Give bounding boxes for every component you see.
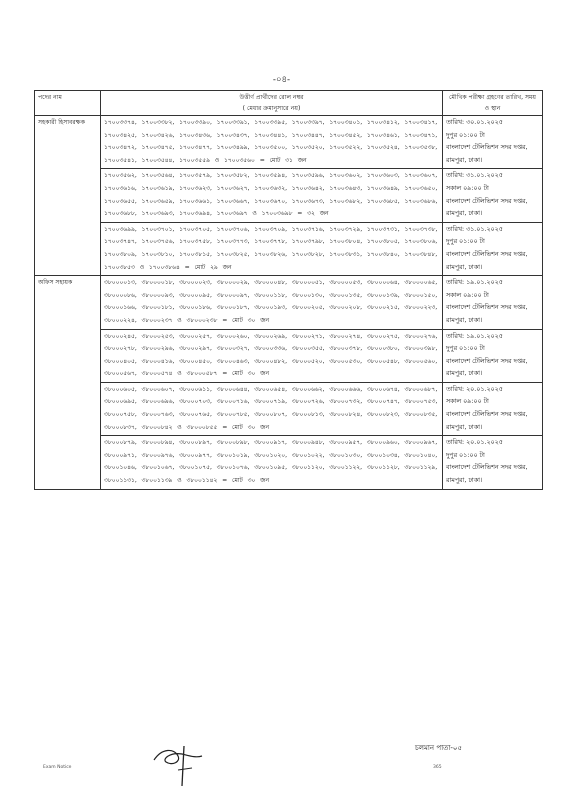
roll-list-cell: ১৭০০৩৩৭৪, ১৭০০৩৩৮২, ১৭০০৩৩৯০, ১৭০০৩৩৯১, ১৭০০৩৩৯৫, ১৭০০৩৩৯৭, ১৭০০৩৪০১, ১৭০০৩৪১২, ১৭০০৩৪১৭, ১৭০০৩৪২৫, ১৭০০৩৪২৬, ১৭০০৩৪৩৬, ১৭০০৩৪৩৭, ১৭০০৩৪৪১, ১৭০০৩৪৪৭, ১৭০০৩৪৫২, ১৭০০৩৪৬১, ১৭০০৩৪৭১, ১৭০০৩৪৭২, ১৭০০৩৪৭৫, ১৭০০৩৪৭৭, ১৭০০৩৪৯৯, ১৭০০৩৫০০, ১৭০০৩৫২০, ১৭০০৩৫২২, ১৭০০৩৫২৪, ১৭০০৩৫৩৮, ১৭০০৩৫৪১, ১৭০০৩৫৪৪, ১৭০০৩৫৫৯ ও ১৭০০৩৫৬০ = মোট ৩১ জন [101,116,443,169]
table-row [35,222,543,275]
schedule-cell [443,116,543,169]
post-name-cell: সহকারী হিসাবরক্ষক [35,116,101,276]
continued-page-note: চলমান পাতা-০৫ [415,744,462,752]
roll-list-cell: ১৭০০৩৬৯৯, ১৭০০৩৭০১, ১৭০০৩৭০৫, ১৭০০৩৭০৬, ১৭০০৩৭০৯, ১৭০০৩৭১৬, ১৭০০৩৭২৯, ১৭০০৩৭৩১, ১৭০০৩৭৩৮, ১৭০০৩৭৪৭, ১৭০০৩৭৫৬, ১৭০০৩৭৫৮, ১৭০০৩৭৭৩, ১৭০০৩৭৭৮, ১৭০০৩৭৯৮, ১৭০০৩৮০৪, ১৭০০৩৮০৫, ১৭০০৩৮০৬, ১৭০০৩৮০৯, ১৭০০৩৮১০, ১৭০০৩৮১৫, ১৭০০৩৮২৫, ১৭০০৩৮২৬, ১৭০০৩৮২৮, ১৭০০৩৮৩১, ১৭০০৩৮৪০, ১৭০০৩৮৪৮, ১৭০০৩৮৫৩ ও ১৭০০৩৮৬৪ = মোট ২৯ জন [101,222,443,275]
roll-list-cell: ৩৮০০০৮৭৯, ৩৮০০০৮৯৪, ৩৮০০০৮৯৭, ৩৮০০০৮৯৮, ৩৮০০০৯১৭, ৩৮০০০৯৪৮, ৩৮০০০৯৫৭, ৩৮০০০৯৬০, ৩৮০০০৯৬৭, ৩৮০০০৯৭১, ৩৮০০০৯৭৬, ৩৮০০০৯৭৭, ৩৮০০১০১৯, ৩৮০০১০২০, ৩৮০০১০২২, ৩৮০০১০৩০, ৩৮০০১০৩৪, ৩৮০০১০৪০, ৩৮০০১০৪৬, ৩৮০০১০৬৭, ৩৮০০১০৭৫, ৩৮০০১০৭৬, ৩৮০০১০৯৫, ৩৮০০১১২০, ৩৮০০১১২২, ৩৮০০১১২৮, ৩৮০০১১২৯, ৩৮০০১১৩১, ৩৮০০১১৩৯ ও ৩৮০০১১৪২ = মোট ৩০ জন [101,436,443,489]
header-row [35,91,543,116]
interview-date: তারিখ: ৩০.০১.২০২৫ [446,119,503,126]
interview-time: সকাল ০৯:০০ টা [446,398,489,406]
interview-date: তারিখ: ৩১.০১.২০২৫ [446,172,503,180]
post-name-cell: অফিস সহায়ক [35,276,101,490]
interview-date: তারিখ: ১৯.০১.২০২৫ [446,279,503,287]
interview-date: তারিখ: ২০.০১.২০২৫ [446,385,503,393]
interview-venue: বাংলাদেশ টেলিভিশন সদর দপ্তর, রামপুরা, ঢাকা। [446,357,528,378]
table-row [35,116,543,169]
header-post-name: পদের নাম [35,91,101,116]
header-roll-numbers [101,91,443,116]
schedule-cell [443,329,543,382]
interview-venue: বাংলাদেশ টেলিভিশন সদর দপ্তর, রামপুরা, ঢাকা। [446,197,528,218]
header-roll-title: উত্তীর্ণ প্রার্থীদের রোল নম্বর [239,94,304,101]
roll-list-cell: ৩৮০০০৬০৫, ৩৮০০০৬০৭, ৩৮০০০৬১১, ৩৮০০০৬৪৪, ৩৮০০০৬৫৪, ৩৮০০০৬৬২, ৩৮০০০৬৬৬, ৩৮০০০৬৭৪, ৩৮০০০৬৮৭, ৩৮০০০৬৯৫, ৩৮০০০৬৯৬, ৩৮০০০৭০৩, ৩৮০০০৭১৬, ৩৮০০০৭১৯, ৩৮০০০৭২৬, ৩৮০০০৭৩২, ৩৮০০০৭৪৭, ৩৮০০০৭৫৩, ৩৮০০০৭৫৮, ৩৮০০০৭৬৩, ৩৮০০০৭৬৫, ৩৮০০০৭৮৫, ৩৮০০০৮০৭, ৩৮০০০৮১৩, ৩৮০০০৮২৪, ৩৮০০০৮২৩, ৩৮০০০৮৩৫, ৩৮০০০৮৩৭, ৩৮০০০৮৪২ ও ৩৮০০০৮৫৫ = মোট ৩০ জন [101,382,443,435]
header-roll-subtitle: ( মেধার ক্রমানুসারে নয়) [242,105,301,112]
schedule-cell [443,382,543,435]
roll-list-cell: ৩৮০০০০১৩, ৩৮০০০০১৮, ৩৮০০০০২৩, ৩৮০০০০২৯, ৩৮০০০০৪৮, ৩৮০০০০৫১, ৩৮০০০০৫৩, ৩৮০০০০৬৪, ৩৮০০০০৬৫, ৩৮০০০০৮৬, ৩৮০০০০৯৩, ৩৮০০০০৯৫, ৩৮০০০০৯৭, ৩৮০০০১১৮, ৩৮০০০১৩০, ৩৮০০০১৩৫, ৩৮০০০১৩৯, ৩৮০০০১৫০, ৩৮০০০১৬৬, ৩৮০০০১৮১, ৩৮০০০১৮৬, ৩৮০০০১৮৭, ৩৮০০০১৯৩, ৩৮০০০২০৫, ৩৮০০০২০৮, ৩৮০০০২১৫, ৩৮০০০২২৩, ৩৮০০০২২৪, ৩৮০০০২৩৭ ও ৩৮০০০২৩৮ = মোট ৩০ জন [101,276,443,329]
table-row [35,382,543,435]
interview-venue: বাংলাদেশ টেলিভিশন সদর দপ্তর, রামপুরা, ঢাকা। [446,144,528,164]
table-row [35,436,543,489]
schedule-cell [443,222,543,275]
interview-venue: বাংলাদেশ টেলিভিশন সদর দপ্তর, রামপুরা, ঢাকা। [446,304,528,324]
interview-time: দুপুর ০১:০০ টা [446,238,485,246]
page-number: -০৪- [272,75,291,85]
interview-time: সকাল ০৯:০০ টা [446,291,489,299]
interview-time: দুপুর ০১:০০ টা [446,345,485,353]
interview-date: তারিখ: ৩১.০১.২০২৫ [446,225,503,233]
roll-list-cell: ১৭০০৩৫৬২, ১৭০০৩৫৬৪, ১৭০০৩৫৭৯, ১৭০০৩৫৮২, ১৭০০৩৫৯৪, ১৭০০৩৫৯৬, ১৭০০৩৬০২, ১৭০০৩৬০৩, ১৭০০৩৬০৭, ১৭০০৩৬১৬, ১৭০০৩৬১৯, ১৭০০৩৬২৩, ১৭০০৩৬২৭, ১৭০০৩৬৩২, ১৭০০৩৬৪২, ১৭০০৩৬৪৩, ১৭০০৩৬৪৯, ১৭০০৩৬৫০, ১৭০০৩৬৫৫, ১৭০০৩৬৫৯, ১৭০০৩৬৬১, ১৭০০৩৬৬৭, ১৭০০৩৬৭০, ১৭০০৩৬৭৩, ১৭০০৩৬৮২, ১৭০০৩৬৮৫, ১৭০০৩৬৮৬, ১৭০০৩৬৮৮, ১৭০০৩৬৯৩, ১৭০০৩৬৯৪, ১৭০০৩৬৯৭ ও ১৭০০৩৬৯৮ = ৩২ জন [101,169,443,222]
schedule-cell [443,276,543,329]
footer-doc-label: Exam Notice [43,765,72,770]
interview-time: সকাল ০৯:০০ টা [446,184,489,192]
interview-venue: বাংলাদেশ টেলিভিশন সদর দপ্তর, রামপুরা, ঢাকা। [446,411,528,431]
roll-list-cell: ৩৮০০০২৪৫, ৩৮০০০২৫৩, ৩৮০০০২৫৭, ৩৮০০০২৬০, ৩৮০০০২৬৯, ৩৮০০০২৭১, ৩৮০০০২৭৪, ৩৮০০০২৭৫, ৩৮০০০২৭৬, ৩৮০০০২৭৮, ৩৮০০০২৯৬, ৩৮০০০২৯৭, ৩৮০০০৩২৭, ৩৮০০০৩৩৬, ৩৮০০০৩৫৫, ৩৮০০০৩৭৮, ৩৮০০০৩৮০, ৩৮০০০৩৯৮, ৩৮০০০৪০৫, ৩৮০০০৪১৬, ৩৮০০০৪৫০, ৩৮০০০৪৬৩, ৩৮০০০৪৮২, ৩৮০০০৫২০, ৩৮০০০৫৩০, ৩৮০০০৫৪৮, ৩৮০০০৫৬০, ৩৮০০০৫৬৭, ৩৮০০০৫৭৪ ও ৩৮০০০৫৮৭ = মোট ৩০ জন [101,329,443,382]
interview-time: দুপুর ০১:০০ টা [446,451,485,459]
interview-date: তারিখ: ১৯.০১.২০২৫ [446,332,503,340]
signature-image [148,740,208,788]
interview-venue: বাংলাদেশ টেলিভিশন সদর দপ্তর, রামপুরা, ঢাকা। [446,250,528,271]
interview-date: তারিখ: ২০.০১.২০২৫ [446,439,503,447]
table-row [35,276,543,329]
results-table [34,90,543,490]
schedule-cell [443,436,543,489]
schedule-cell [443,169,543,222]
interview-time: দুপুর ০১:০০ টা [446,131,485,139]
table-row [35,329,543,382]
header-date-time-venue: মৌখিক পরীক্ষা গ্রহণের তারিখ, সময় ও স্থান [443,91,543,116]
table-row [35,169,543,222]
interview-venue: বাংলাদেশ টেলিভিশন সদর দপ্তর, রামপুরা, ঢাকা। [446,464,528,485]
footer-page-ref: 365 [433,765,442,770]
